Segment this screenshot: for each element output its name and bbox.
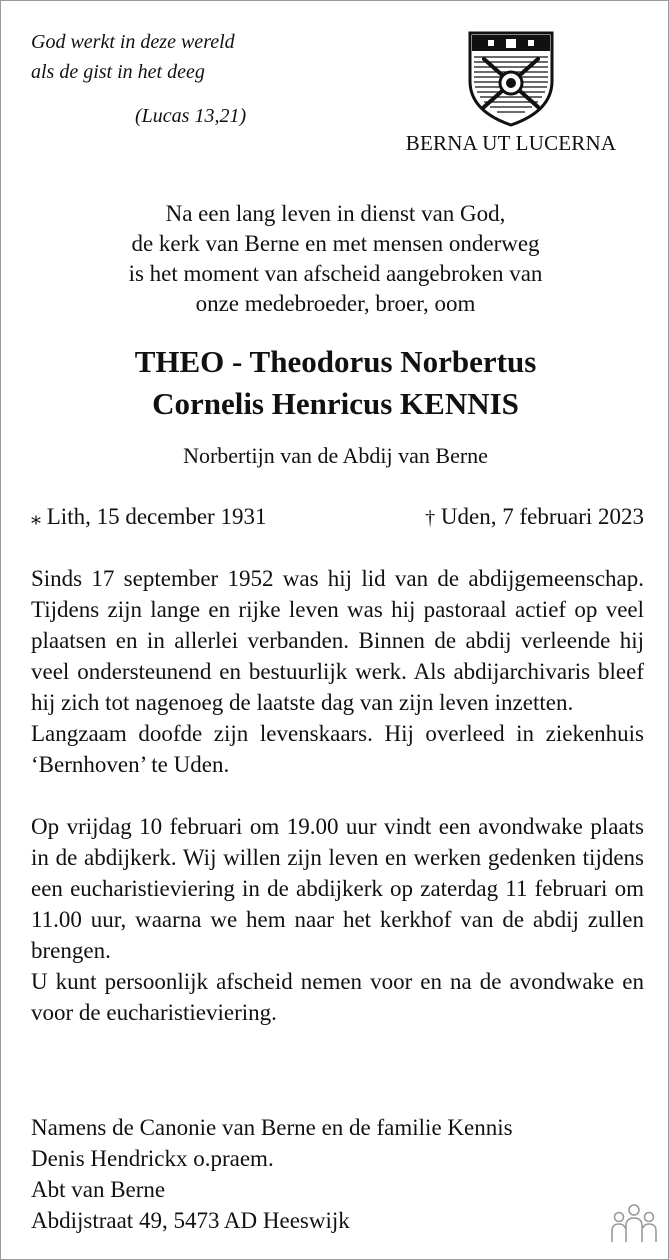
signature-line: Namens de Canonie van Berne en de familie Kennis	[31, 1115, 513, 1140]
death-text: Uden, 7 februari 2023	[440, 504, 644, 529]
bible-quote	[31, 27, 235, 87]
intro-line: de kerk van Berne en met mensen onderweg	[131, 231, 540, 256]
birth-symbol: ⁎	[31, 507, 41, 529]
religious-order: Norbertijn van de Abdij van Berne	[183, 443, 488, 468]
deceased-name	[1, 341, 669, 425]
quote-line: als de gist in het deeg	[31, 61, 205, 83]
intro-text	[1, 199, 669, 319]
body-paragraph: Sinds 17 september 1952 was hij lid van de abdijgemeenschap. Tijdens zijn lange en rijke leven was hij pastoraal actief op veel plaatsen en in allerlei verbanden. Binnen de abdij verleende hij veel ondersteunend en bestuurlijk werk. Als abdijarchivaris bleef hij zich tot nagenoeg de laatste dag van zijn leven inzetten.	[31, 566, 644, 715]
death-date	[425, 504, 644, 530]
abbey-crest	[371, 29, 651, 156]
quote-reference: (Lucas 13,21)	[135, 105, 247, 127]
intro-line: Na een lang leven in dienst van God,	[165, 201, 506, 226]
obituary-body	[31, 563, 644, 1028]
signature-line: Denis Hendrickx o.praem.	[31, 1146, 274, 1171]
signature-line: Abt van Berne	[31, 1177, 166, 1202]
birth-date	[31, 504, 266, 530]
signature-line: Abdijstraat 49, 5473 AD Heeswijk	[31, 1208, 350, 1233]
body-paragraph: Langzaam doofde zijn levenskaars. Hij overleed in ziekenhuis ‘Bernhoven’ te Uden.	[31, 721, 644, 777]
signature-block	[31, 1112, 513, 1236]
people-group-icon	[609, 1202, 659, 1246]
name-line: Cornelis Henricus KENNIS	[152, 386, 519, 421]
quote-line: God werkt in deze wereld	[31, 31, 235, 53]
abbey-motto: BERNA UT LUCERNA	[405, 131, 617, 155]
birth-text: Lith, 15 december 1931	[46, 504, 267, 529]
name-line: THEO - Theodorus Norbertus	[134, 344, 537, 379]
body-paragraph: U kunt persoonlijk afscheid nemen voor en na de avondwake en voor de eucharistieviering.	[31, 969, 644, 1025]
intro-line: onze medebroeder, broer, oom	[195, 291, 476, 316]
death-symbol: †	[425, 507, 436, 529]
intro-line: is het moment van afscheid aangebroken van	[128, 261, 543, 286]
abbey-coat-of-arms-icon	[466, 29, 556, 127]
body-paragraph: Op vrijdag 10 februari om 19.00 uur vindt een avondwake plaats in de abdijkerk. Wij willen zijn leven en werken gedenken tijdens een eucharistieviering in de abdijkerk op zaterdag 11 februari om 11.00 uur, waarna we hem naar het kerkhof van de abdij zullen brengen.	[31, 814, 644, 963]
